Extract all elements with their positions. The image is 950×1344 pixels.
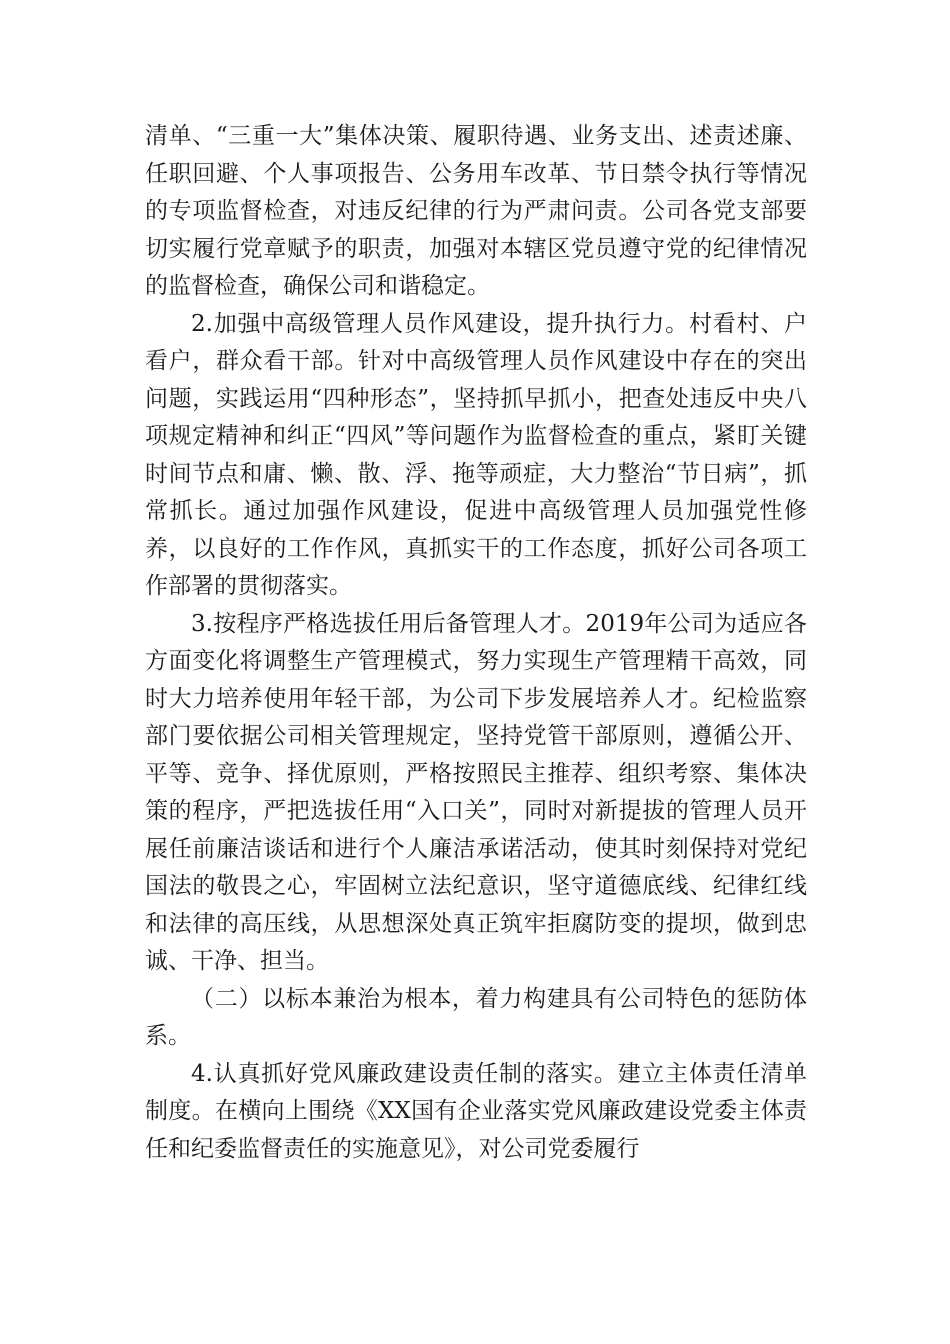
paragraph-item-3: 3.按程序严格选拔任用后备管理人才。2019年公司为适应各方面变化将调整生产管理模式，努力实现生产管理精干高效，同时大力培养使用年轻干部，为公司下步发展培养人才。纪检监察部门要依据公司相关管理规定，坚持党管干部原则，遵循公开、平等、竞争、择优原则，严格按照民主推荐、组织考察、集体决策的程序，严把选拔任用“入口关”，同时对新提拔的管理人员开展任前廉洁谈话和进行个人廉洁承诺活动，使其时刻保持对党纪国法的敬畏之心，牢固树立法纪意识，坚守道德底线、纪律红线和法律的高压线，从思想深处真正筑牢拒腐防变的提坝，做到忠诚、干净、担当。 (145, 610, 807, 974)
paragraph-item-4: 4.认真抓好党风廉政建设责任制的落实。建立主体责任清单制度。在横向上围绕《XX国有企业落实党风廉政建设党委主体责任和纪委监督责任的实施意见》，对公司党委履行 (145, 1060, 807, 1162)
paragraph-item-2: 2.加强中高级管理人员作风建设，提升执行力。村看村、户看户，群众看干部。针对中高级管理人员作风建设中存在的突出问题，实践运用“四种形态”，坚持抓早抓小，把查处违反中央八项规定精神和纠正“四风”等问题作为监督检查的重点，紧盯关键时间节点和庸、懒、散、浮、拖等顽症，大力整治“节日病”，抓常抓长。通过加强作风建设，促进中高级管理人员加强党性修养，以良好的工作作风，真抓实干的工作态度，抓好公司各项工作部署的贯彻落实。 (145, 310, 807, 599)
document-page (145, 118, 807, 1168)
paragraph-continuation: 清单、“三重一大”集体决策、履职待遇、业务支出、述责述廉、任职回避、个人事项报告、公务用车改革、节日禁令执行等情况的专项监督检查，对违反纪律的行为严肃问责。公司各党支部要切实履行党章赋予的职责，加强对本辖区党员遵守党的纪律情况的监督检查，确保公司和谐稳定。 (145, 123, 807, 299)
section-heading-2: （二）以标本兼治为根本，着力构建具有公司特色的惩防体系。 (145, 985, 807, 1049)
